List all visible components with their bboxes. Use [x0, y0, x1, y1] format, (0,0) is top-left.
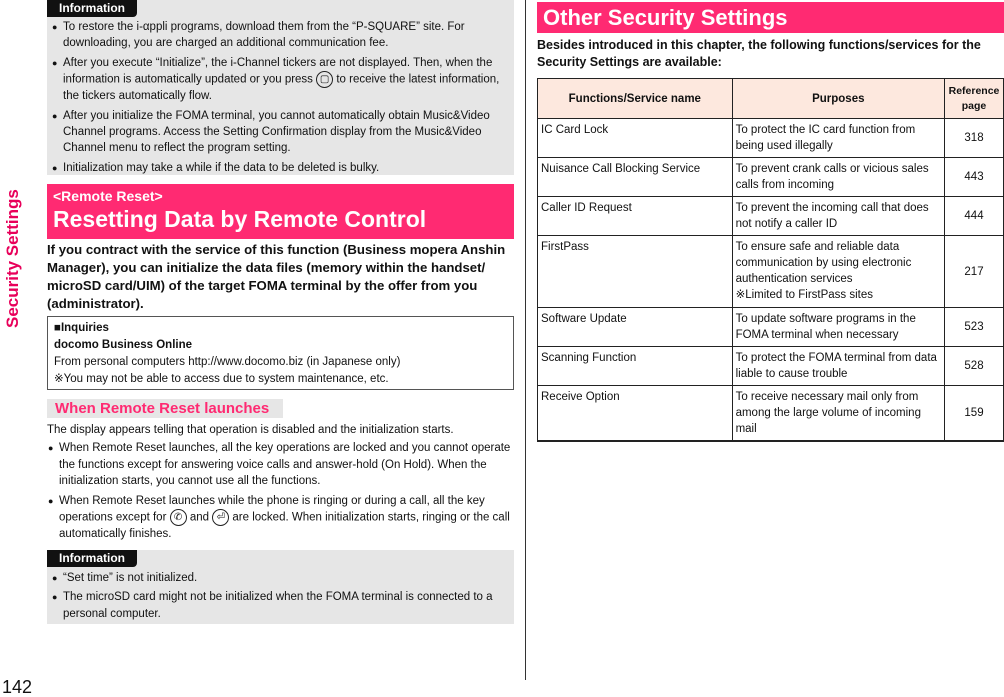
start-call-key-icon: ✆	[170, 509, 187, 526]
info-bullet: ● Initialization may take a while if the data to be deleted is bulky.	[51, 160, 511, 176]
table-row	[538, 119, 1004, 158]
table-row	[538, 197, 1004, 236]
other-security-lead: Besides introduced in this chapter, the following functions/services for the Security Settings are available:	[537, 38, 981, 69]
table-row	[538, 158, 1004, 197]
column-header-reference-page: Reference page	[945, 79, 1004, 119]
table-row	[538, 308, 1004, 347]
page-number: 142	[2, 677, 33, 697]
inquiries-box	[47, 316, 514, 390]
function-purpose: To receive necessary mail only from among the large volume of incoming mail	[732, 386, 944, 442]
reference-page: 443	[945, 158, 1004, 197]
inquiries-line: From personal computers http://www.docomo.biz (in Japanese only)	[54, 356, 401, 368]
info-bullet: ● To restore the i-αppli programs, download them from the “P-SQUARE” site. For downloading, you are charged an additional communication fee.	[51, 19, 511, 52]
column-divider	[525, 0, 526, 680]
function-purpose: To prevent crank calls or vicious sales calls from incoming	[732, 158, 944, 197]
function-purpose: To update software programs in the FOMA terminal when necessary	[732, 308, 944, 347]
other-security-settings-header: Other Security Settings	[537, 2, 1004, 33]
chapter-side-label	[0, 180, 40, 330]
inquiries-name: docomo Business Online	[54, 339, 193, 351]
inquiries-note: ※You may not be able to access due to system maintenance, etc.	[54, 373, 389, 385]
end-call-key-icon: ⏎	[212, 509, 229, 526]
function-name: FirstPass	[538, 236, 733, 308]
reference-page: 217	[945, 236, 1004, 308]
information-box-bottom	[47, 550, 514, 624]
information-heading: Information	[47, 0, 137, 17]
reference-page: 444	[945, 197, 1004, 236]
purpose-note: ※Limited to FirstPass sites	[735, 289, 874, 301]
security-functions-table	[537, 78, 1004, 442]
remote-reset-section-header	[47, 184, 514, 239]
function-purpose: To protect the FOMA terminal from data liable to cause trouble	[732, 347, 944, 386]
function-name: Software Update	[538, 308, 733, 347]
function-name: Nuisance Call Blocking Service	[538, 158, 733, 197]
launches-bullet: ● When Remote Reset launches, all the key operations are locked and you cannot operate the functions except for answering voice calls and answer-hold (On Hold). When the initialization starts, you cannot use all the functions.	[47, 440, 514, 489]
information-heading: Information	[47, 550, 137, 567]
function-name: Receive Option	[538, 386, 733, 442]
channel-key-icon: ▢	[316, 71, 333, 88]
section-subtitle: <Remote Reset>	[53, 188, 163, 204]
info-bullet: ● The microSD card might not be initialized when the FOMA terminal is connected to a personal computer.	[51, 589, 511, 622]
function-name: Caller ID Request	[538, 197, 733, 236]
table-row	[538, 236, 1004, 308]
reference-page: 528	[945, 347, 1004, 386]
reference-page: 159	[945, 386, 1004, 442]
remote-reset-lead: If you contract with the service of this function (Business mopera Anshin Manager), you can initialize the data files (memory within the handset/ microSD card/UIM) of the target FOMA terminal by the offer from you (administrator).	[47, 242, 506, 311]
info-bullet: ● After you execute “Initialize”, the i-Channel tickers are not displayed. Then, when the information is automatically updated or you press ▢ to receive the latest information, the tickers automatically flow.	[51, 55, 511, 105]
info-bullet: ● After you initialize the FOMA terminal, you cannot automatically obtain Music&Video Channel programs. Access the Setting Confirmation display from the Music&Video Channel menu to reflect the program setting.	[51, 108, 511, 157]
table-header-row	[538, 79, 1004, 119]
chapter-side-label-text: Security Settings	[3, 189, 22, 328]
inquiries-label: ■Inquiries	[54, 322, 109, 334]
function-purpose: To prevent the incoming call that does not notify a caller ID	[732, 197, 944, 236]
function-name: Scanning Function	[538, 347, 733, 386]
table-row	[538, 347, 1004, 386]
section-title: Resetting Data by Remote Control	[53, 206, 427, 232]
when-remote-reset-launches-heading: When Remote Reset launches	[47, 399, 283, 418]
column-header-purposes: Purposes	[732, 79, 944, 119]
launches-body	[47, 422, 514, 542]
info-bullet: ● “Set time” is not initialized.	[51, 570, 511, 586]
table-row	[538, 386, 1004, 442]
function-purpose: To ensure safe and reliable data communication by using electronic authentication services ※Limited to FirstPass sites	[732, 236, 944, 308]
column-header-name: Functions/Service name	[538, 79, 733, 119]
function-purpose: To protect the IC card function from being used illegally	[732, 119, 944, 158]
reference-page: 318	[945, 119, 1004, 158]
reference-page: 523	[945, 308, 1004, 347]
function-name: IC Card Lock	[538, 119, 733, 158]
information-box-top	[47, 0, 514, 175]
launches-intro: The display appears telling that operation is disabled and the initialization starts.	[47, 424, 454, 436]
launches-bullet: ● When Remote Reset launches while the phone is ringing or during a call, all the key operations except for ✆ and ⏎ are locked. When initialization starts, ringing or the call automatically finishes.	[47, 493, 514, 543]
